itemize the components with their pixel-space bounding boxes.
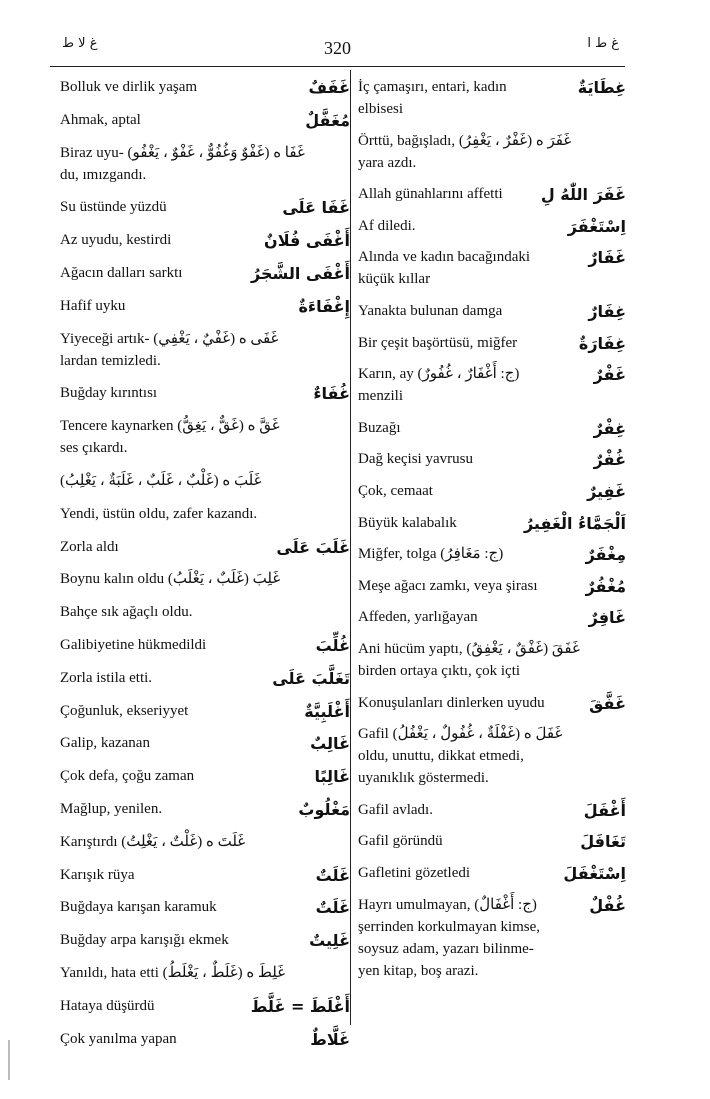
arabic-headword: أَغْفَى الشَّجَرُ xyxy=(251,264,350,283)
entry-text-line: Karın, ay (ج: أَغْفَارٌ ، غُفُورٌ) xyxy=(358,366,520,383)
dictionary-entry xyxy=(60,767,350,785)
arabic-headword: غَالِبًا xyxy=(314,767,350,787)
arabic-headword: إِغْفَاءَةٌ xyxy=(298,296,350,316)
arabic-headword: غُفَاءٌ xyxy=(313,384,350,404)
dictionary-entry xyxy=(358,725,626,787)
entry-text-line: Karışık rüya xyxy=(60,866,135,883)
dictionary-entry xyxy=(60,198,350,216)
entry-text-line: Hayrı umulmayan, (ج: أَغْفَالٌ) xyxy=(358,896,537,913)
entry-text-line: Galip, kazanan xyxy=(60,735,150,752)
entry-text-line: Affeden, yarlığayan xyxy=(358,609,478,626)
dictionary-entry xyxy=(60,1030,350,1048)
entry-text-line: Su üstünde yüzdü xyxy=(60,199,167,216)
dictionary-entry xyxy=(60,702,350,720)
entry-text-line: Gafil avladı. xyxy=(358,801,433,818)
dictionary-entry xyxy=(60,734,350,752)
entry-text-line: Buzağı xyxy=(358,419,401,436)
entry-text-line: Çok, cemaat xyxy=(358,483,433,499)
entry-text-line: şerrinden korkulmayan kimse, xyxy=(358,918,541,935)
dictionary-entry xyxy=(358,514,626,532)
entry-text-line: menzili xyxy=(358,388,403,405)
entry-text-line: Konuşulanları dinlerken uyudu xyxy=(358,694,545,711)
dictionary-entry xyxy=(358,832,626,850)
dictionary-entry xyxy=(60,417,350,457)
dictionary-entry xyxy=(60,111,350,129)
entry-text-line: uyanıklık göstermedi. xyxy=(358,770,489,787)
arabic-headword: مَغْلُوبٌ xyxy=(298,800,350,819)
entry-text-line: Allah günahlarını affetti xyxy=(358,186,503,203)
entry-text-line: Yendi, üstün oldu, zafer kazandı. xyxy=(60,505,258,522)
dictionary-entry xyxy=(358,248,626,288)
dictionary-entry xyxy=(358,482,626,500)
dictionary-entry xyxy=(60,505,350,523)
entry-text-line: (غَلْبٌ ، غَلَبٌ ، غَلَبَةٌ ، يَغْلِبُ) غَلَبَ ه xyxy=(60,473,262,489)
dictionary-entry xyxy=(60,472,350,490)
entry-text-line: lardan temizledi. xyxy=(60,352,161,369)
dictionary-entry xyxy=(60,997,350,1015)
entry-text-line: Ani hücüm yaptı, (غَفْقٌ ، يَغْفِقُ) غَفَقَ xyxy=(358,641,580,657)
entry-text-line: Buğdaya karışan karamuk xyxy=(60,899,217,916)
entry-text-line: Az uyudu, kestirdi xyxy=(60,232,172,249)
dictionary-entry xyxy=(358,334,626,352)
dictionary-entry xyxy=(60,964,350,982)
dictionary-entry xyxy=(358,365,626,405)
dictionary-entry xyxy=(358,217,626,235)
dictionary-entry xyxy=(358,78,626,118)
entry-text-line: Zorla aldı xyxy=(60,538,119,555)
dictionary-entry xyxy=(358,419,626,437)
entry-text-line: İç çamaşırı, entari, kadın xyxy=(358,79,507,95)
entry-text-line: Af diledi. xyxy=(358,217,416,234)
entry-text-line: Miğfer, tolga (ج: مَغَافِرُ) xyxy=(358,546,504,563)
dictionary-entry xyxy=(358,640,626,680)
arabic-headword: أَغْلَبِيَّةٌ xyxy=(304,701,350,721)
dictionary-entry xyxy=(60,866,350,884)
entry-text-line: Boynu kalın oldu (غَلَبٌ ، يَغْلَبُ) غَلِبَ xyxy=(60,571,281,588)
dictionary-entry xyxy=(358,801,626,819)
header-left-letters: غ لا ط xyxy=(62,36,98,51)
arabic-headword: غَفَا عَلَى xyxy=(282,198,350,218)
entry-text-line: Yiyeceği artık- (غَفْيٌ ، يَغْفِي) غَفَى ه xyxy=(60,330,279,347)
dictionary-entry xyxy=(60,78,350,96)
scan-edge-mark xyxy=(8,1040,10,1080)
arabic-headword: غَلَتٌ xyxy=(315,898,350,918)
entry-text-line: Hataya düşürdü xyxy=(60,997,155,1014)
dictionary-entry xyxy=(60,636,350,654)
arabic-headword: غِفَارَةٌ xyxy=(578,333,626,353)
dictionary-entry xyxy=(60,231,350,249)
dictionary-entry xyxy=(60,898,350,916)
arabic-headword: مِغْفَرٌ xyxy=(585,545,626,565)
dictionary-entry xyxy=(60,144,350,184)
dictionary-entry xyxy=(60,384,350,402)
arabic-headword: غَفْرٌ xyxy=(593,365,626,385)
entry-text-line: Zorla istila etti. xyxy=(60,669,153,686)
entry-text-line: Bahçe sık ağaçlı oldu. xyxy=(60,604,193,621)
dictionary-entry xyxy=(358,545,626,563)
entry-text-line: Buğday kırıntısı xyxy=(60,385,158,402)
entry-text-line: yara azdı. xyxy=(358,154,417,171)
arabic-headword: مُغْفُرٌ xyxy=(585,576,626,596)
dictionary-entry xyxy=(358,577,626,595)
dictionary-entry xyxy=(358,185,626,203)
dictionary-entry xyxy=(60,931,350,949)
entry-text-line: Tencere kaynarken (غَقٌّ ، يَغِقُّ) غَقَّ ه xyxy=(60,418,280,435)
arabic-headword: غَافِرٌ xyxy=(588,608,626,628)
arabic-headword: أَغْفَلَ xyxy=(583,800,626,820)
dictionary-entry xyxy=(358,450,626,468)
entry-text-line: Ahmak, aptal xyxy=(60,111,141,128)
entry-text-line: Gafil göründü xyxy=(358,833,443,850)
dictionary-entry xyxy=(358,608,626,626)
arabic-headword: أَغْفَى فُلَانٌ xyxy=(264,231,350,251)
column-divider xyxy=(350,70,351,1025)
entry-text-line: soysuz adam, yazarı bilinme- xyxy=(358,940,534,957)
arabic-headword: غَلِيتٌ xyxy=(309,931,350,951)
arabic-headword: غَفَفٌ xyxy=(308,78,350,97)
entry-text-line: Ağacın dalları sarktı xyxy=(60,265,183,281)
arabic-headword: غَفَرَ اللّٰهُ لِ xyxy=(540,185,626,205)
arabic-headword: اِسْتَغْفَرَ xyxy=(567,216,626,236)
page-number: 320 xyxy=(324,38,351,58)
dictionary-entry xyxy=(60,800,350,818)
entry-text-line: Çoğunluk, ekseriyyet xyxy=(60,702,189,719)
arabic-headword: غَلَّاطٌ xyxy=(310,1029,350,1049)
dictionary-entry xyxy=(358,694,626,712)
entry-text-line: Biraz uyu- (غَفْوٌ وَغُفُوٌّ ، غَفْوٌ ، يَغْفُو) غَفَا ه xyxy=(60,144,305,161)
arabic-headword: مُغَفَّلٌ xyxy=(305,110,350,130)
entry-text-line: Mağlup, yenilen. xyxy=(60,801,163,817)
header-right-letters: غ ط ا xyxy=(587,36,619,51)
entry-text-line: Yanakta bulunan damga xyxy=(358,303,503,319)
entry-text-line: birden ortaya çıktı, çok içti xyxy=(358,663,521,679)
dictionary-entry xyxy=(358,896,626,980)
arabic-headword: اِسْتَغْفَلَ xyxy=(563,864,626,883)
arabic-headword: غُلِّبَ xyxy=(315,636,350,655)
entry-text-line: du, ımızgandı. xyxy=(60,166,147,183)
arabic-headword: غَالِبٌ xyxy=(310,734,350,754)
entry-text-line: elbisesi xyxy=(358,101,403,117)
dictionary-entry xyxy=(60,538,350,556)
dictionary-entry xyxy=(60,264,350,282)
entry-text-line: Gafil (غَفْلَةٌ ، غُفُولٌ ، يَغْفُلُ) غَفَلَ ه xyxy=(358,726,563,743)
dictionary-entry xyxy=(358,132,626,172)
arabic-headword: غِفْرٌ xyxy=(593,418,626,438)
entry-text-line: Bir çeşit başörtüsü, miğfer xyxy=(358,334,518,351)
entry-text-line: Meşe ağacı zamkı, veya şirası xyxy=(358,577,538,594)
entry-text-line: Alında ve kadın bacağındaki xyxy=(358,249,531,266)
arabic-headword: غِطَايَةٌ xyxy=(577,78,626,97)
dictionary-entry xyxy=(60,297,350,315)
entry-text-line: Karıştırdı (غَلْتٌ ، يَغْلِتُ) غَلَتَ ه xyxy=(60,833,246,850)
dictionary-entry xyxy=(60,669,350,687)
arabic-headword: غَفَّقَ xyxy=(589,693,626,713)
entry-text-line: Galibiyetine hükmedildi xyxy=(60,637,207,653)
entry-text-line: ses çıkardı. xyxy=(60,440,128,457)
arabic-headword: غَفِيرٌ xyxy=(587,482,626,501)
dictionary-entry xyxy=(60,833,350,851)
arabic-headword: غَلَبَ عَلَى xyxy=(276,537,350,557)
arabic-headword: غَلَتٌ xyxy=(315,865,350,885)
entry-text-line: Bolluk ve dirlik yaşam xyxy=(60,79,198,95)
dictionary-entry xyxy=(358,302,626,320)
entry-text-line: küçük kıllar xyxy=(358,271,431,288)
dictionary-entry xyxy=(60,570,350,588)
entry-text-line: Dağ keçisi yavrusu xyxy=(358,451,473,468)
arabic-headword: تَغَافَلَ xyxy=(580,832,626,852)
arabic-headword: اَلْجَمَّاءُ الْغَفِيرُ xyxy=(523,513,626,533)
entry-text-line: Çok defa, çoğu zaman xyxy=(60,768,195,785)
arabic-headword: أَغْلَطَ = غَلَّطَ xyxy=(250,996,350,1016)
arabic-headword: غُفْلٌ xyxy=(589,895,626,915)
arabic-headword: غِفَارٌ xyxy=(588,302,626,321)
dictionary-entry xyxy=(60,330,350,370)
entry-text-line: Yanıldı, hata etti (غَلَطٌ ، يَغْلَطُ) غَلِطَ ه xyxy=(60,965,286,981)
entry-text-line: Buğday arpa karışığı ekmek xyxy=(60,932,229,949)
entry-text-line: Hafif uyku xyxy=(60,297,126,314)
dictionary-entry xyxy=(358,864,626,882)
dictionary-entry xyxy=(60,603,350,621)
arabic-headword: تَغَلَّبَ عَلَى xyxy=(272,668,350,688)
entry-text-line: Örttü, bağışladı, (غَفْرٌ ، يَغْفِرُ) غَفَرَ ه xyxy=(358,132,572,149)
entry-text-line: oldu, unuttu, dikkat etmedi, xyxy=(358,748,524,765)
entry-text-line: Gafletini gözetledi xyxy=(358,865,471,881)
entry-text-line: yen kitap, boş arazi. xyxy=(358,962,479,979)
arabic-headword: غَفَارٌ xyxy=(588,248,626,268)
page-header xyxy=(50,30,625,67)
arabic-headword: غُفْرٌ xyxy=(593,450,626,470)
entry-text-line: Büyük kalabalık xyxy=(358,514,457,531)
entry-text-line: Çok yanılma yapan xyxy=(60,1030,177,1047)
